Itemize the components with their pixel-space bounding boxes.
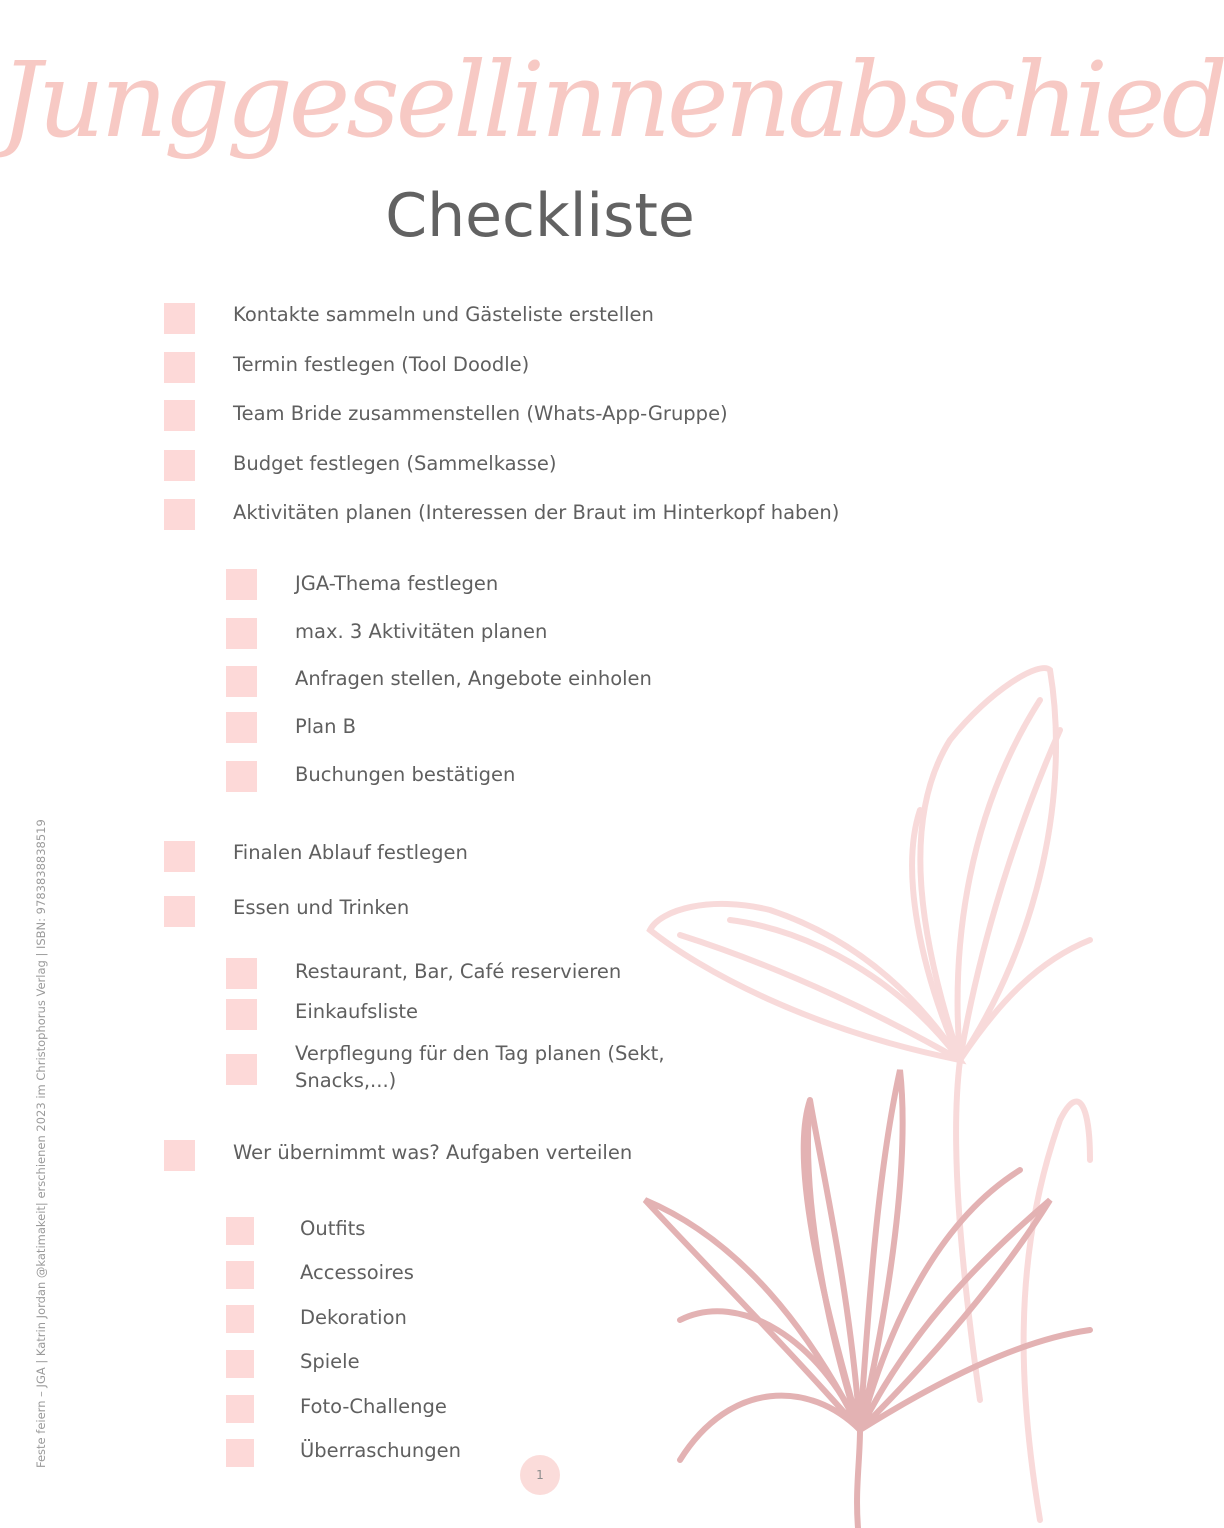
- checkbox[interactable]: [226, 761, 257, 792]
- checkbox[interactable]: [226, 569, 257, 600]
- checklist-item: Wer übernimmt was? Aufgaben verteilen: [233, 1141, 633, 1164]
- checkbox[interactable]: [164, 896, 195, 927]
- checkbox[interactable]: [164, 1140, 195, 1171]
- checkbox[interactable]: [226, 1439, 254, 1467]
- checklist-item: Aktivitäten planen (Interessen der Braut im Hinterkopf haben): [233, 501, 840, 524]
- checkbox[interactable]: [226, 958, 257, 989]
- checkbox[interactable]: [226, 618, 257, 649]
- checkbox[interactable]: [164, 499, 195, 530]
- checkbox[interactable]: [164, 352, 195, 383]
- checklist-subitem: Verpflegung für den Tag planen (Sekt, Snacks,...): [295, 1042, 665, 1093]
- flower-illustration-icon: [620, 640, 1080, 1528]
- checkbox[interactable]: [226, 666, 257, 697]
- checklist-subitem: Spiele: [300, 1350, 360, 1373]
- checklist-subitem: max. 3 Aktivitäten planen: [295, 620, 548, 643]
- checkbox[interactable]: [164, 841, 195, 872]
- script-title: Junggesellinnenabschied: [0, 39, 1224, 161]
- checkbox[interactable]: [226, 1261, 254, 1289]
- page-number: 1: [520, 1455, 560, 1495]
- checkbox[interactable]: [226, 999, 257, 1030]
- checklist-item: Finalen Ablauf festlegen: [233, 841, 468, 864]
- side-credit-text: Feste feiern – JGA | Katrin Jordan @katimakeit| erschienen 2023 im Christophorus Verlag | ISBN: 9783838838519: [34, 819, 48, 1468]
- checkbox[interactable]: [226, 712, 257, 743]
- page-title: Checkliste: [385, 181, 695, 251]
- checklist-item: Budget festlegen (Sammelkasse): [233, 452, 557, 475]
- checklist-item: Kontakte sammeln und Gästeliste erstellen: [233, 303, 654, 326]
- checkbox[interactable]: [226, 1395, 254, 1423]
- checklist-item: Essen und Trinken: [233, 896, 410, 919]
- checklist-item: Termin festlegen (Tool Doodle): [233, 353, 530, 376]
- checklist-subitem: Outfits: [300, 1217, 366, 1240]
- checkbox[interactable]: [226, 1217, 254, 1245]
- checklist-subitem: Überraschungen: [300, 1439, 461, 1462]
- checkbox[interactable]: [226, 1054, 257, 1085]
- checklist-subitem: Buchungen bestätigen: [295, 763, 516, 786]
- checklist-subitem: JGA-Thema festlegen: [295, 572, 499, 595]
- checkbox[interactable]: [164, 303, 195, 334]
- checklist-subitem: Plan B: [295, 715, 357, 738]
- checkbox[interactable]: [226, 1350, 254, 1378]
- checklist-subitem: Dekoration: [300, 1306, 407, 1329]
- checkbox[interactable]: [164, 450, 195, 481]
- checklist-subitem: Restaurant, Bar, Café reservieren: [295, 960, 622, 983]
- checklist-subitem: Accessoires: [300, 1261, 414, 1284]
- checklist-subitem: Anfragen stellen, Angebote einholen: [295, 667, 652, 690]
- checklist-subitem: Foto-Challenge: [300, 1395, 447, 1418]
- checkbox[interactable]: [164, 400, 195, 431]
- checklist-subitem: Einkaufsliste: [295, 1000, 419, 1023]
- checkbox[interactable]: [226, 1305, 254, 1333]
- checklist-item: Team Bride zusammenstellen (Whats-App-Gruppe): [233, 402, 728, 425]
